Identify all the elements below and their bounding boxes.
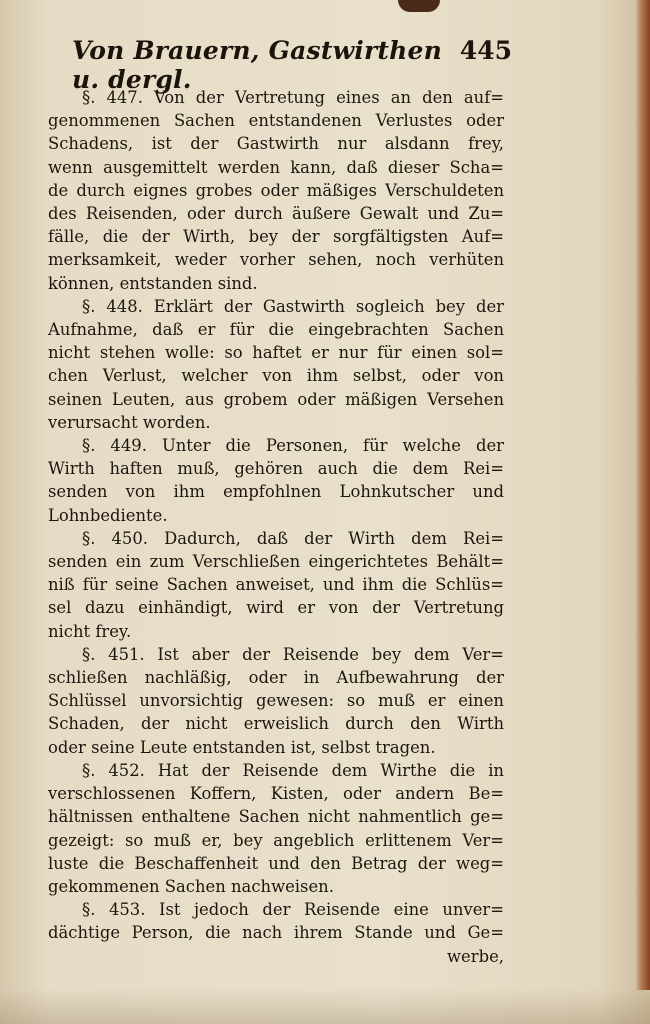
text-line: verursacht worden. [48, 412, 211, 432]
text-line: §. 447. Von der Vertretung eines an den auf= [82, 88, 504, 107]
text-line: §. 449. Unter die Personen, für welche der [82, 436, 504, 456]
text-line: nicht stehen wolle: so haftet er nur für einen sol= [48, 343, 504, 363]
text-line: dächtige Person, die nach ihrem Stande und Ge= [48, 923, 504, 943]
text-line: sel dazu einhändigt, wird er von der Vertretung [48, 598, 504, 618]
running-head: Von Brauern, Gastwirthen u. dergl. [72, 36, 442, 94]
text-line: senden von ihm empfohlnen Lohnkutscher und [48, 482, 504, 502]
body-text [48, 86, 504, 968]
text-line: Aufnahme, daß er für die eingebrachten Sachen [48, 320, 504, 340]
text-line: nicht frey. [48, 621, 132, 641]
text-line: seinen Leuten, aus grobem oder mäßigen Versehen [48, 389, 504, 409]
text-line: niß für seine Sachen anweiset, und ihm die Schlüs= [48, 575, 504, 595]
page-number: 445 [459, 36, 512, 65]
text-line: §. 448. Erklärt der Gastwirth sogleich bey der [82, 296, 504, 316]
text-line: gezeigt: so muß er, bey angeblich erlittenem Ver= [48, 830, 504, 850]
text-line: Schlüssel unvorsichtig gewesen: so muß er einen [48, 691, 504, 711]
text-line: schließen nachläßig, oder in Aufbewahrung der [48, 668, 504, 688]
text-line: §. 452. Hat der Reisende dem Wirthe die in [82, 760, 504, 780]
text-line: des Reisenden, oder durch äußere Gewalt und Zu= [48, 204, 504, 224]
text-line: fälle, die der Wirth, bey der sorgfältigsten Auf= [48, 227, 504, 247]
text-line: genommenen Sachen entstandenen Verlustes oder [48, 111, 504, 131]
page-edge [636, 0, 650, 990]
text-line: hältnissen enthaltene Sachen nicht nahmentlich ge= [48, 807, 504, 827]
text-line: senden ein zum Verschließen eingerichtetes Behält= [48, 552, 504, 572]
text-line: Wirth haften muß, gehören auch die dem Rei= [48, 459, 504, 479]
text-line: chen Verlust, welcher von ihm selbst, oder von [48, 366, 504, 386]
catchword: werbe, [447, 946, 504, 966]
page-shadow [0, 988, 650, 1024]
text-line: luste die Beschaffenheit und den Betrag der weg= [48, 853, 504, 873]
text-line: §. 451. Ist aber der Reisende bey dem Ver= [82, 644, 504, 664]
text-line: Lohnbediente. [48, 505, 168, 525]
text-line: §. 450. Dadurch, daß der Wirth dem Rei= [82, 528, 504, 548]
text-line: merksamkeit, weder vorher sehen, noch verhüten [48, 250, 504, 270]
text-line: Schaden, der nicht erweislich durch den Wirth [48, 714, 504, 734]
binding-mark [398, 0, 440, 12]
text-line: können, entstanden sind. [48, 273, 258, 293]
text-line: Schadens, ist der Gastwirth nur alsdann frey, [48, 134, 504, 154]
text-line: gekommenen Sachen nachweisen. [48, 876, 334, 896]
text-line: verschlossenen Koffern, Kisten, oder andern Be= [48, 784, 504, 804]
text-line: de durch eignes grobes oder mäßiges Verschuldeten [48, 180, 504, 200]
text-line: oder seine Leute entstanden ist, selbst tragen. [48, 737, 436, 757]
text-line: wenn ausgemittelt werden kann, daß dieser Scha= [48, 157, 504, 177]
text-line: §. 453. Ist jedoch der Reisende eine unver= [82, 900, 504, 920]
